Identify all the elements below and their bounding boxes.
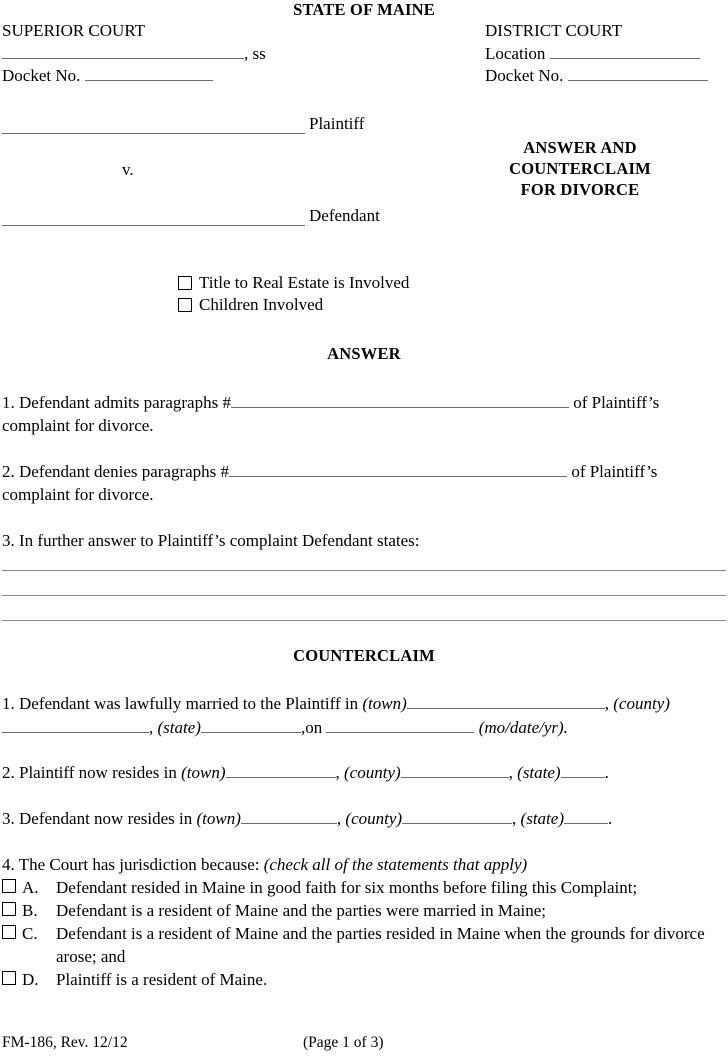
counterclaim-item-1-county-blank[interactable] [2,717,149,733]
counterclaim-item-2-pre: 2. Plaintiff now resides in [2,763,182,782]
jurisdiction-letter-d: D. [22,970,39,989]
counterclaim-item-1-on-label: ,on [300,718,327,737]
docket-no-left-blank[interactable] [85,65,213,81]
counterclaim-item-3-state-blank[interactable] [564,808,608,824]
answer-freeform-line-3[interactable] [2,620,726,621]
location-blank[interactable] [550,43,700,59]
jurisdiction-item-a[interactable] [2,876,726,899]
document-title-line-1: ANSWER AND [523,138,637,157]
answer-freeform-line-2[interactable] [2,595,726,596]
answer-section-heading: ANSWER [327,344,401,363]
checkbox-jurisdiction-d[interactable] [2,971,16,985]
counterclaim-item-1-state-blank[interactable] [201,717,301,733]
jurisdiction-text-d: Plaintiff is a resident of Maine. [56,970,268,989]
answer-item-3: 3. In further answer to Plaintiff’s complaint Defendant states: [2,531,420,550]
counterclaim-item-2 [2,761,726,784]
jurisdiction-text-b: Defendant is a resident of Maine and the parties were married in Maine; [56,901,546,920]
answer-freeform-line-1[interactable] [2,570,726,571]
counterclaim-item-1-date-blank[interactable] [326,717,474,733]
versus-label: v. [122,160,134,179]
checkbox-children-involved[interactable] [178,298,192,312]
counterclaim-item-3-county-label: (county) [345,809,403,828]
counterclaim-item-1-town-blank[interactable] [407,693,605,709]
superior-court-label: SUPERIOR COURT [2,21,146,40]
counterclaim-item-1-county-label: (county) [613,694,670,713]
counterclaim-item-3 [2,807,726,830]
jurisdiction-item-c[interactable] [2,922,726,968]
jurisdiction-checkbox-list [2,876,726,991]
jurisdiction-letter-b: B. [22,901,38,920]
jurisdiction-letter-a: A. [22,878,39,897]
counterclaim-item-2-county-label: (county) [344,763,401,782]
counterclaim-item-2-state-label: (state) [517,763,561,782]
answer-item-2 [2,460,726,506]
counterclaim-item-3-town-blank[interactable] [241,808,337,824]
counterclaim-item-1 [2,692,726,740]
counterclaim-item-3-sep2: , [512,809,521,828]
answer-item-1 [2,391,726,437]
top-checkbox-group [178,272,409,316]
counterclaim-item-4-pre: 4. The Court has jurisdiction because: [2,855,264,874]
counterclaim-item-1-town-label: (town) [362,694,407,713]
counterclaim-item-2-end: . [604,763,609,782]
counterclaim-item-3-pre: 3. Defendant now resides in [2,809,197,828]
counterclaim-item-1-after-county: , [149,718,158,737]
answer-item-2-pre: 2. Defendant denies paragraphs # [2,462,230,481]
defendant-label: Defendant [309,206,380,225]
answer-item-2-cont: complaint for divorce. [2,485,154,504]
counterclaim-item-3-end: . [607,809,613,828]
location-row [485,43,700,64]
page-title: STATE OF MAINE [293,0,435,19]
checkbox-jurisdiction-b[interactable] [2,902,16,916]
docket-no-left-row [2,65,213,86]
footer-form-id: FM-186, Rev. 12/12 [2,1034,128,1051]
counterclaim-item-4 [2,853,726,876]
district-court-label: DISTRICT COURT [485,21,623,40]
answer-item-1-blank[interactable] [231,392,569,408]
ss-suffix: , ss [244,43,266,63]
document-title-line-3: FOR DIVORCE [520,180,640,199]
counterclaim-item-3-town-label: (town) [196,809,241,828]
plaintiff-name-blank[interactable] [2,133,305,134]
defendant-name-blank[interactable] [2,225,305,226]
jurisdiction-letter-c: C. [22,924,38,943]
answer-item-2-post: of Plaintiff’s [567,462,658,481]
counterclaim-item-3-sep1: , [336,809,346,828]
docket-no-left-label: Docket No. [2,65,81,85]
counterclaim-item-1-pre: 1. Defendant was lawfully married to the Plaintiff in [2,694,363,713]
jurisdiction-text-c: Defendant is a resident of Maine and the parties resided in Maine when the grounds for divorce arose; and [56,924,705,966]
counterclaim-item-1-date-label: (mo/date/yr). [474,718,568,737]
checkbox-label-children-involved: Children Involved [199,295,324,314]
jurisdiction-text-a: Defendant resided in Maine in good faith for six months before filing this Complaint; [56,878,638,897]
counterclaim-item-2-town-blank[interactable] [226,762,336,778]
plaintiff-label: Plaintiff [309,114,365,133]
checkbox-jurisdiction-a[interactable] [2,879,16,893]
counterclaim-item-1-state-label: (state) [157,718,201,737]
checkbox-row-children-involved[interactable] [178,294,409,316]
counterclaim-item-3-state-label: (state) [520,809,564,828]
checkbox-title-real-estate[interactable] [178,276,192,290]
counterclaim-item-2-sep1: , [335,763,345,782]
footer-page-number: (Page 1 of 3) [303,1034,384,1051]
location-label: Location [485,43,546,63]
document-title-line-2: COUNTERCLAIM [509,159,651,178]
counterclaim-item-2-county-blank[interactable] [401,762,509,778]
checkbox-label-title-real-estate: Title to Real Estate is Involved [199,273,410,292]
counterclaim-item-1-after-town: , [604,694,610,713]
counterclaim-item-3-county-blank[interactable] [402,808,512,824]
counterclaim-item-2-state-blank[interactable] [561,762,605,778]
counterclaim-item-4-note: (check all of the statements that apply) [263,855,528,874]
county-ss-row [2,43,266,64]
county-blank[interactable] [2,43,244,59]
checkbox-row-title-real-estate[interactable] [178,272,409,294]
answer-item-1-pre: 1. Defendant admits paragraphs # [2,393,231,412]
jurisdiction-item-b[interactable] [2,899,726,922]
checkbox-jurisdiction-c[interactable] [2,925,16,939]
counterclaim-section-heading: COUNTERCLAIM [293,646,435,665]
answer-item-1-cont: complaint for divorce. [2,416,154,435]
document-title [455,137,705,200]
counterclaim-item-2-sep2: , [508,763,518,782]
docket-no-right-blank[interactable] [568,65,708,81]
counterclaim-item-2-town-label: (town) [181,763,226,782]
jurisdiction-item-d[interactable] [2,968,726,991]
answer-item-2-blank[interactable] [229,461,567,477]
docket-no-right-label: Docket No. [485,65,564,85]
docket-no-right-row [485,65,708,86]
answer-item-1-post: of Plaintiff’s [568,393,660,412]
